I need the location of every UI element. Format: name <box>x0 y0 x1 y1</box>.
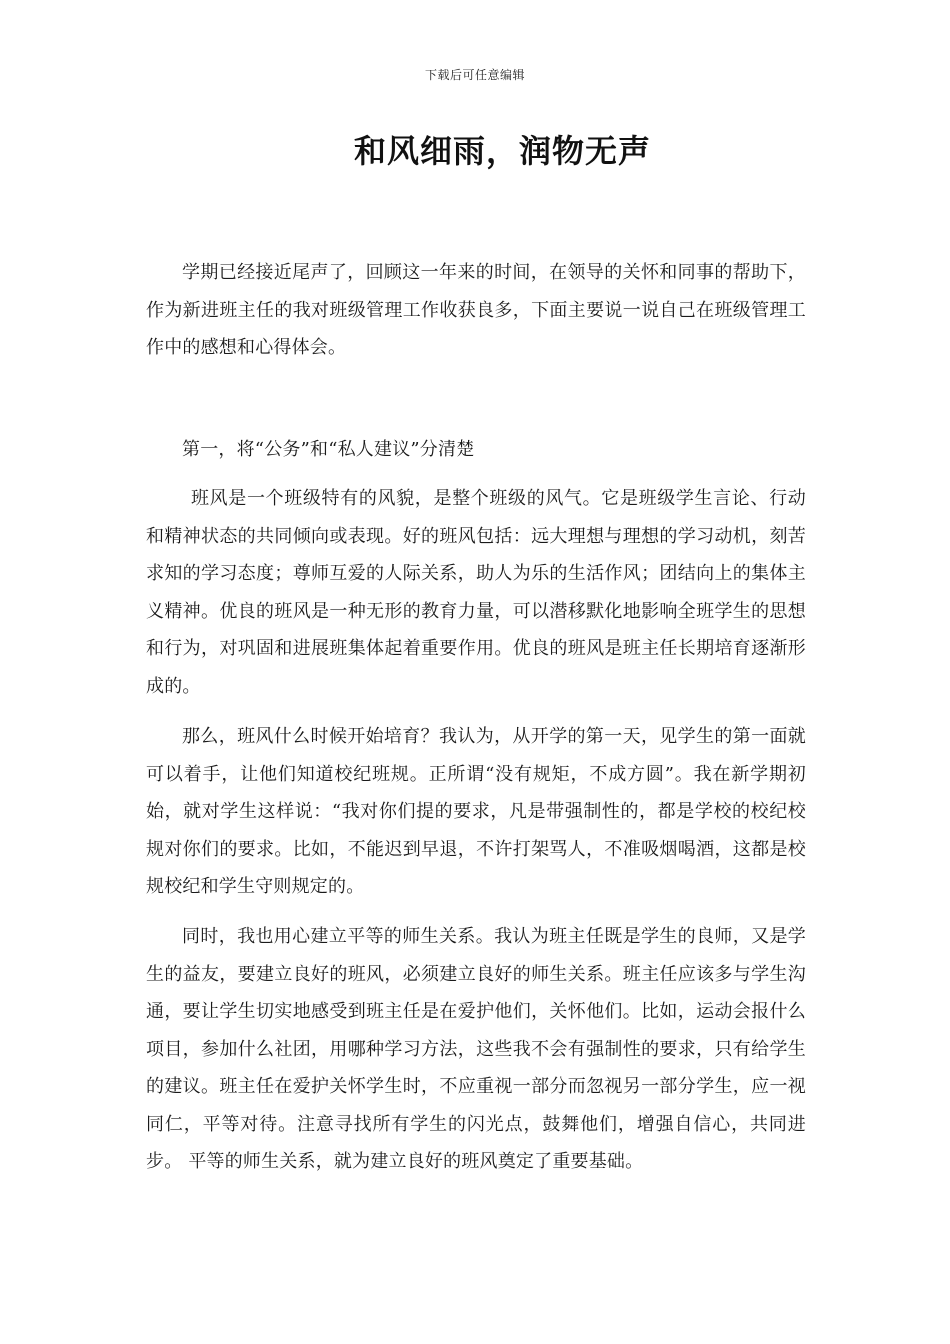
section-heading-block <box>146 431 806 469</box>
document-title: 和风细雨，润物无声 <box>354 132 652 170</box>
paragraph: 那么，班风什么时候开始培育？我认为，从开学的第一天，见学生的第一面就可以着手，让他们知道校纪班规。正所谓“没有规矩，不成方圆”。我在新学期初始，就对学生这样说：“我对你们提的要求，凡是带强制性的，都是学校的校纪校规对你们的要求。比如，不能迟到早退，不许打架骂人，不准吸烟喝酒，这都是校规校纪和学生守则规定的。 <box>146 726 806 897</box>
paragraph: 班风是一个班级特有的风貌，是整个班级的风气。它是班级学生言论、行动和精神状态的共同倾向或表现。好的班风包括：远大理想与理想的学习动机，刻苦求知的学习态度；尊师互爱的人际关系，助人为乐的生活作风；团结向上的集体主义精神。优良的班风是一种无形的教育力量，可以潜移默化地影响全班学生的思想和行为，对巩固和进展班集体起着重要作用。优良的班风是班主任长期培育逐渐形成的。 <box>146 488 806 697</box>
paragraph-block-2 <box>146 718 806 906</box>
intro-paragraph-block <box>146 254 806 367</box>
header-note: 下载后可任意编辑 <box>424 68 525 82</box>
section-heading: 第一，将“公务”和“私人建议”分清楚 <box>182 439 475 460</box>
paragraph: 同时，我也用心建立平等的师生关系。我认为班主任既是学生的良师，又是学生的益友，要建立良好的班风，必须建立良好的师生关系。班主任应该多与学生沟通，要让学生切实地感受到班主任是在爱护他们，关怀他们。比如，运动会报什么项目，参加什么社团，用哪种学习方法，这些我不会有强制性的要求，只有给学生的建议。班主任在爱护关怀学生时，不应重视一部分而忽视另一部分学生，应一视同仁，平等对待。注意寻找所有学生的闪光点，鼓舞他们，增强自信心，共同进步。 平等的师生关系，就为建立良好的班风奠定了重要基础。 <box>146 926 806 1172</box>
paragraph-block-1 <box>146 480 806 705</box>
intro-paragraph: 学期已经接近尾声了，回顾这一年来的时间，在领导的关怀和同事的帮助下，作为新进班主任的我对班级管理工作收获良多，下面主要说一说自己在班级管理工作中的感想和心得体会。 <box>146 262 806 358</box>
paragraph-block-3 <box>146 918 806 1181</box>
